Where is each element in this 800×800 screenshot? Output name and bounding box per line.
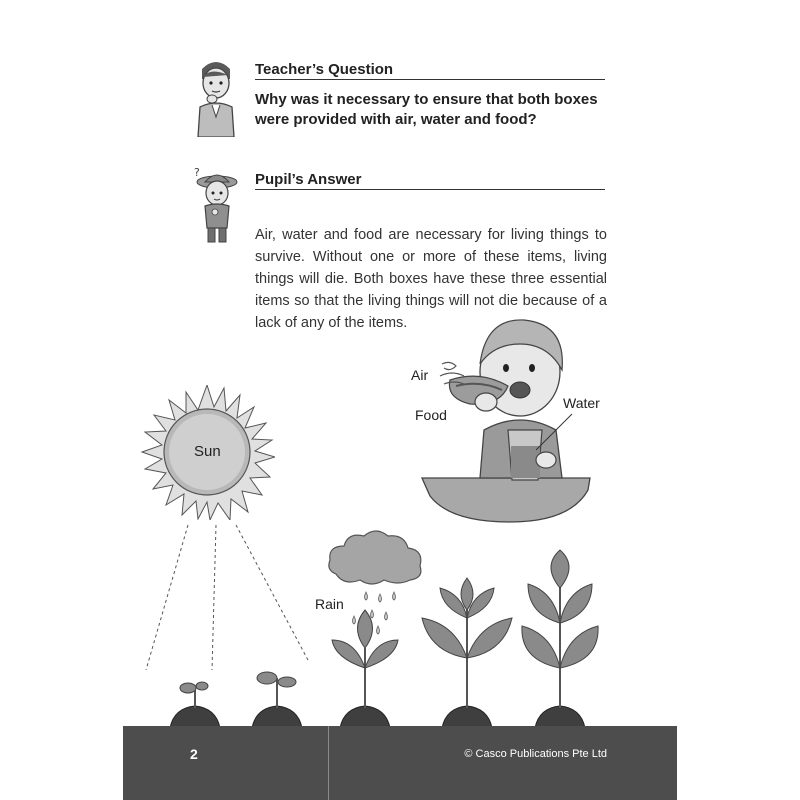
footer-divider (328, 726, 329, 800)
pupil-answer-heading: Pupil’s Answer (255, 171, 605, 190)
teacher-question-heading: Teacher’s Question (255, 61, 605, 80)
air-label: Air (411, 367, 429, 383)
page-footer (123, 726, 677, 800)
page-number: 2 (190, 746, 198, 762)
teacher-question-text: Why was it necessary to ensure that both boxes were provided with air, water and food? (255, 91, 598, 128)
plant-growth-illustration (150, 548, 640, 730)
food-label: Food (415, 407, 447, 423)
svg-text:?: ? (194, 166, 200, 179)
water-label: Water (563, 395, 600, 411)
pupil-avatar (190, 166, 242, 246)
pupil-answer-text: Air, water and food are necessary for living things to survive. Without one or more of these items, living things will die. Both boxes have these three essential items so that the living things will not die because of a lack of any of the items. (255, 227, 607, 331)
sun-label: Sun (194, 443, 221, 460)
rain-label: Rain (315, 596, 344, 612)
copyright-text: © Casco Publications Pte Ltd (464, 748, 607, 760)
teacher-avatar (190, 55, 242, 137)
boy-eating-illustration (420, 310, 600, 525)
